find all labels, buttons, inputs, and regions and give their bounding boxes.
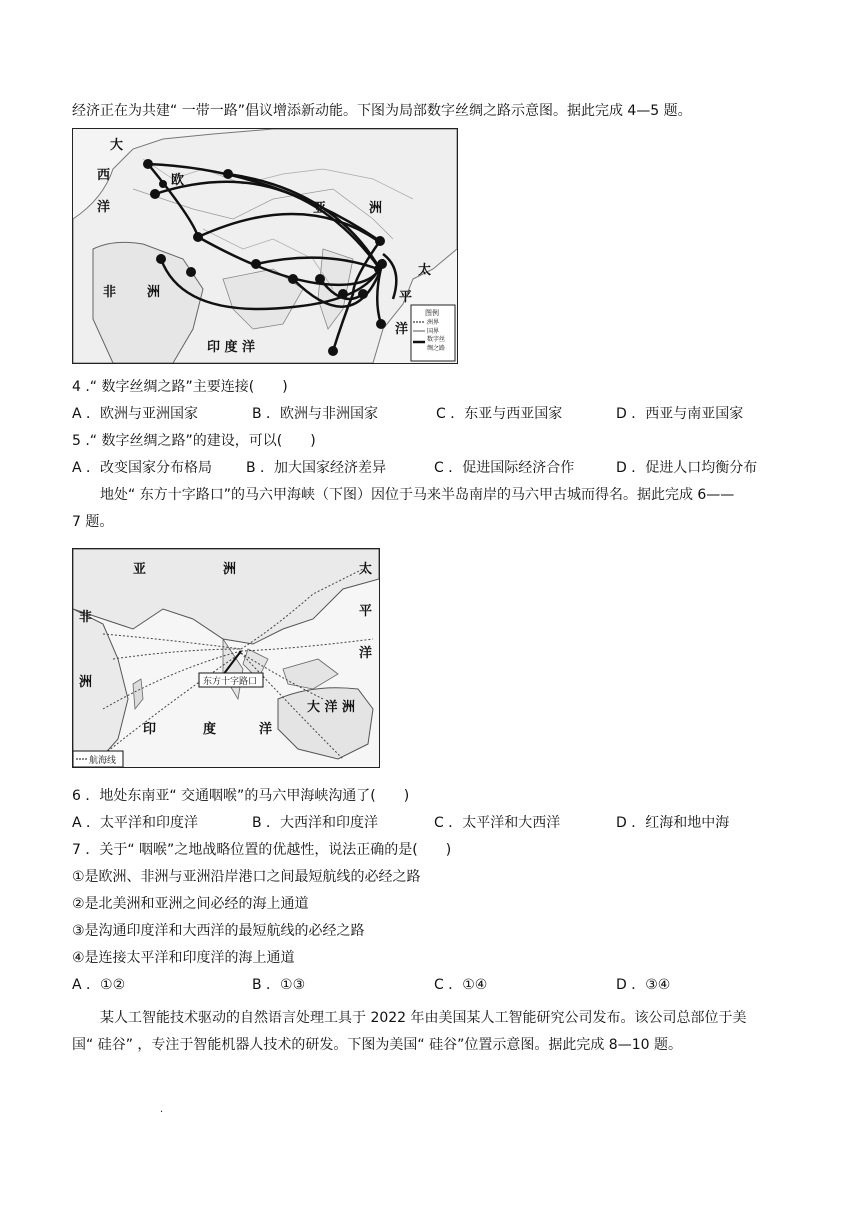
question-7-stem: 7 ．关于“ 咽喉”之地战略位置的优越性，说法正确的是( ) (72, 842, 452, 858)
map1-label-yang: 洋 (97, 200, 111, 215)
footer-dot: . (160, 1104, 164, 1115)
map2-label-du: 度 (203, 722, 217, 737)
q7-statement-3: ③是沟通印度洋和大西洋的最短航线的必经之路 (72, 923, 365, 939)
q5-option-c[interactable]: C ．促进国际经济合作 (434, 460, 575, 476)
map2-callout-text: 东方十字路口 (203, 677, 258, 687)
map2-label-yin: 印 (143, 722, 157, 737)
question-7-options (72, 975, 792, 995)
map2-legend-label: 航海线 (89, 756, 117, 766)
q7-statement-2: ②是北美洲和亚洲之间必经的海上通道 (72, 896, 309, 912)
q7-statement-1: ①是欧洲、非洲与亚洲沿岸港口之间最短航线的必经之路 (72, 869, 421, 885)
map1-legend-national-border: 国界 (427, 328, 440, 335)
q4-option-d[interactable]: D ．西亚与南亚国家 (616, 406, 744, 422)
map1-label-xi: 西 (97, 168, 111, 183)
question-4-options (72, 404, 792, 424)
q7-option-b[interactable]: B ．①③ (252, 977, 306, 993)
map2-label-yang: 洋 (359, 646, 373, 661)
map1-legend-title: 图例 (425, 309, 439, 317)
map2-label-zhou2: 洲 (79, 675, 93, 690)
q6-option-c[interactable]: C ．太平洋和大西洋 (434, 815, 561, 831)
map2-label-fei: 非 (79, 610, 93, 625)
intro-paragraph-1: 经济正在为共建“ 一带一路”倡议增添新动能。下图为局部数字丝绸之路示意图。据此完成 4—5 题。 (72, 103, 692, 119)
q6-option-b[interactable]: B ．大西洋和印度洋 (252, 815, 379, 831)
map2-label-oceania: 大 洋 洲 (307, 700, 356, 715)
q5-option-a[interactable]: A ．改变国家分布格局 (72, 460, 213, 476)
digital-silk-road-map (72, 128, 458, 364)
q6-option-a[interactable]: A ．太平洋和印度洋 (72, 815, 199, 831)
map2-label-zhou: 洲 (223, 562, 237, 577)
intro-paragraph-2-line-2: 7 题。 (72, 514, 114, 530)
q4-option-b[interactable]: B ．欧洲与非洲国家 (252, 406, 379, 422)
map1-label-yang2: 洋 (395, 322, 409, 337)
map1-legend (411, 305, 455, 361)
map2-label-ya: 亚 (133, 562, 147, 577)
intro-paragraph-3-line-1: 某人工智能技术驱动的自然语言处理工具于 2022 年由美国某人工智能研究公司发布。该公司总部位于美 (100, 1010, 747, 1026)
q7-option-d[interactable]: D ．③④ (616, 977, 671, 993)
map1-label-indian-ocean: 印 度 洋 (207, 340, 256, 355)
map2-legend (73, 751, 123, 767)
question-5-stem: 5 .“ 数字丝绸之路”的建设，可以( ) (72, 433, 316, 449)
map2-label-yang2: 洋 (259, 722, 273, 737)
map1-label-tai: 太 (418, 263, 432, 278)
map1-label-zhou2: 洲 (147, 285, 161, 300)
question-6-options (72, 813, 792, 833)
question-6-stem: 6 ．地处东南亚“ 交通咽喉”的马六甲海峡沟通了( ) (72, 788, 410, 804)
q5-option-b[interactable]: B ．加大国家经济差异 (246, 460, 387, 476)
q5-option-d[interactable]: D ．促进人口均衡分布 (616, 460, 758, 476)
map1-legend-route-1: 数字丝 (427, 336, 446, 343)
map1-label-da: 大 (110, 138, 124, 153)
q4-option-a[interactable]: A ．欧洲与亚洲国家 (72, 406, 199, 422)
map1-label-zhou: 洲 (369, 201, 383, 216)
map2-label-tai: 太 (359, 562, 373, 577)
map2-callout (199, 673, 263, 687)
map1-label-ou: 欧 (171, 173, 185, 188)
intro-paragraph-3-line-2: 国“ 硅谷” ，专注于智能机器人技术的研发。下图为美国“ 硅谷”位置示意图。据此完成 8—10 题。 (72, 1037, 682, 1053)
map1-legend-route-2: 绸之路 (427, 345, 446, 352)
map2-label-ping: 平 (359, 604, 373, 619)
map1-label-ya: 亚 (313, 201, 327, 216)
q4-option-c[interactable]: C ．东亚与西亚国家 (436, 406, 563, 422)
intro-paragraph-2-line-1: 地处“ 东方十字路口”的马六甲海峡（下图）因位于马来半岛南岸的马六甲古城而得名。据此完成 6—— (100, 487, 735, 503)
q7-statement-4: ④是连接太平洋和印度洋的海上通道 (72, 950, 295, 966)
map1-label-fei: 非 (103, 285, 117, 300)
q6-option-d[interactable]: D ．红海和地中海 (616, 815, 730, 831)
map1-legend-continent-border: 洲界 (427, 319, 440, 326)
question-5-options (72, 458, 792, 478)
map1-label-ping: 平 (399, 290, 413, 305)
q7-option-a[interactable]: A ．①② (72, 977, 126, 993)
malacca-strait-map (72, 548, 380, 768)
question-4-stem: 4 .“ 数字丝绸之路”主要连接( ) (72, 379, 288, 395)
q7-option-c[interactable]: C ．①④ (434, 977, 488, 993)
